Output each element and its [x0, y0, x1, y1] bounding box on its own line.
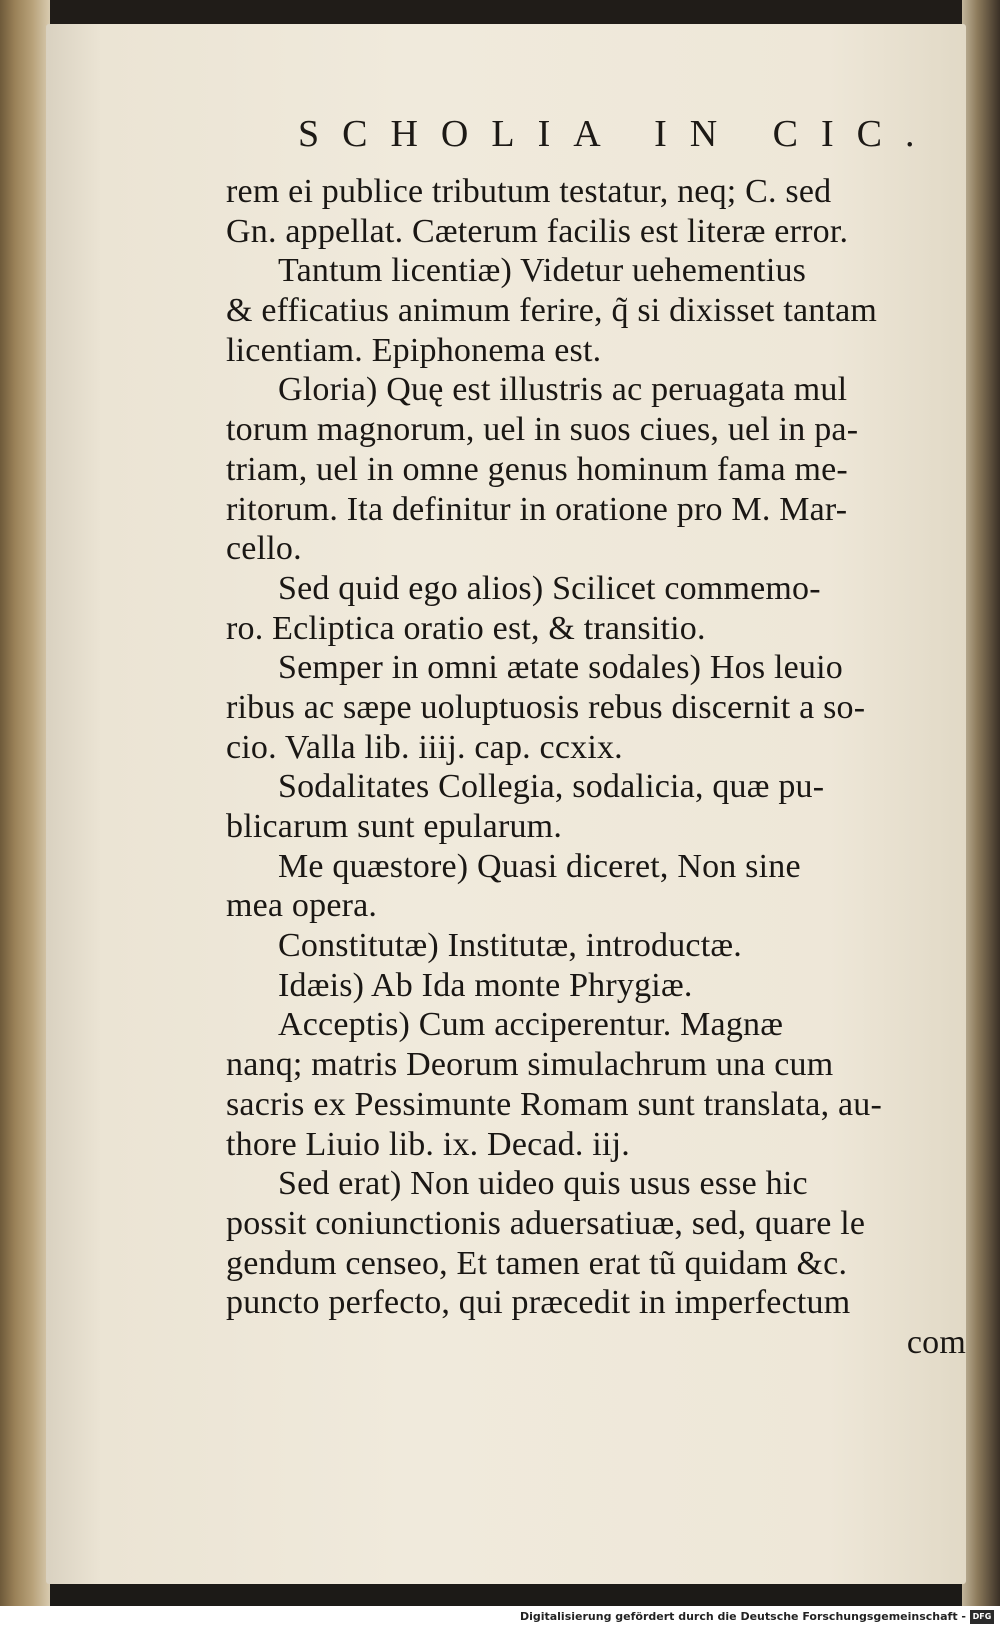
body-text: [226, 172, 966, 1363]
text-line: possit coniunctionis aduersatiuæ, sed, quare le: [226, 1204, 866, 1242]
text-line: Sed erat) Non uideo quis usus esse hic: [278, 1165, 808, 1203]
text-line: licentiam. Epiphonema est.: [226, 331, 602, 369]
text-line: & efficatius animum ferire, q̃ si dixisset tantam: [226, 292, 878, 330]
text-line: puncto perfecto, qui præcedit in imperfectum: [226, 1284, 851, 1322]
text-line: gendum censeo, Et tamen erat tũ quidam &c.: [226, 1244, 848, 1282]
text-line: Me quæstore) Quasi diceret, Non sine: [278, 847, 801, 885]
scan-top-border: [0, 0, 1000, 26]
text-line: torum magnorum, uel in suos ciues, uel in pa-: [226, 411, 859, 449]
text-line: ritorum. Ita definitur in oratione pro M. Mar-: [226, 490, 848, 528]
text-line: ro. Ecliptica oratio est, & transitio.: [226, 609, 706, 647]
text-line: nanq; matris Deorum simulachrum una cum: [226, 1046, 834, 1084]
text-line: Sed quid ego alios) Scilicet commemo-: [278, 569, 821, 607]
text-line: blicarum sunt epularum.: [226, 808, 563, 845]
text-line: thore Liuio lib. ix. Decad. iij.: [226, 1125, 630, 1163]
catchword: com: [906, 1323, 966, 1361]
text-line: Acceptis) Cum acciperentur. Magnæ: [278, 1006, 784, 1044]
text-line: triam, uel in omne genus hominum fama me-: [226, 450, 848, 488]
book-spine-edge: [0, 0, 50, 1606]
text-line: Idæis) Ab Ida monte Phrygiæ.: [278, 966, 693, 1004]
text-line: Semper in omni ætate sodales) Hos leuio: [278, 649, 843, 687]
text-line: cio. Valla lib. iiij. cap. ccxix.: [226, 728, 623, 766]
text-line: cello.: [226, 530, 302, 568]
text-line: mea opera.: [226, 887, 378, 925]
text-line: Tantum licentiæ) Videtur uehementius: [278, 252, 807, 290]
digitization-footer: [0, 1606, 1000, 1629]
text-line: sacris ex Pessimunte Romam sunt translata, au-: [226, 1085, 883, 1123]
book-fore-edge: [962, 0, 1000, 1606]
text-line: ribus ac sæpe uoluptuosis rebus discernit a so-: [226, 688, 866, 726]
funding-credit: Digitalisierung gefördert durch die Deutsche Forschungsgemeinschaft -: [519, 1610, 966, 1623]
text-line: Constitutæ) Institutæ, introductæ.: [278, 927, 742, 965]
text-line: Sodalitates Collegia, sodalicia, quæ pu-: [278, 768, 825, 806]
dfg-logo-icon: DFG: [970, 1610, 994, 1624]
text-line: rem ei publice tributum testatur, neq; C. sed: [226, 173, 832, 210]
text-line: Gloria) Quę est illustris ac peruagata mul: [278, 371, 848, 409]
running-header: SCHOLIA IN CIC.: [298, 113, 938, 155]
text-line: Gn. appellat. Cæterum facilis est literæ error.: [226, 212, 849, 250]
